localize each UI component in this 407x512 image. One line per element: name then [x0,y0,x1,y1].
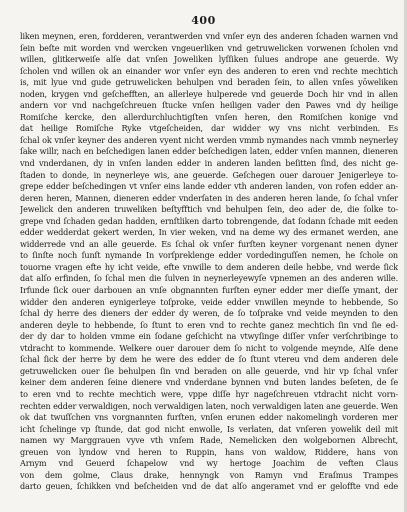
text-line: ſchal ſick der herre by dem he were des edder de ſo ſtunt vtereu vnd dem anderen dele [20,354,398,365]
text-line: rechten edder verwaldigen, noch verwaldigen laten, noch verwaldigen laten ane geuerde. Wen [20,400,398,411]
text-line: touorne vragen efte hy icht veide, efte vnwille to dem anderen deile hebbe, vnd werde ſick [20,261,398,272]
text-line: greuen von lyndow vnd heren to Ruppin, hans von waldow, Riddere, hans von [20,446,398,457]
page-number: 400 [191,14,216,27]
text-line: keiner dem anderen ſeine dienere vnd vnderdane bynnen vnd buten landes beſeten, de ſe [20,377,398,388]
text-line: grepe edder beſchedingen vt vnſer eins lande edder vth anderen landen, von rofen edder an- [20,181,398,192]
text-line: ſcholen vnd willen ok an einander wor vnſer eyn des anderen to eren vnd rechte mechtich [20,65,398,76]
text-line: vtdracht to kommende. Welkere ouer darouer dem ſo nicht to volgende meynde, Alſe dene [20,342,398,353]
text-line: widder den anderen eynigerleye toſproke, veide edder vnwillen meynde to hebbende, So [20,296,398,307]
text-line: is, mit lyue vnd gude getruwelicken behulpen vnd beraden ſein, to allen vnſes yōweliken [20,77,398,88]
text-line: Jewelick den anderen truweliken beſtyfftich vnd behulpen ſein, deo ader de, die ſolke to- [20,204,398,215]
body-text [20,31,398,493]
text-line: Romiſche kercke, den allerdurchluchtigſten vnſen heren, den Romiſchen konige vnd [20,111,398,122]
text-line: andern vor vnd nachgeſchreuen ſtucke vnſen heiligen vader den Pawes vnd dy heilige [20,100,398,111]
text-line: dat heilige Romiſche Ryke vtgeſcheiden, dar widder wy vns nicht verbinden. Es [20,123,398,134]
text-line: liken meynen, eren, fordderen, verantwerden vnd vnſer eyn des anderen ſchaden warnen vnd [20,31,398,41]
text-line: deren heren, Mannen, dieneren edder vnderſaten in des anderen heren lande, ſo ſchal vnſer [20,192,398,203]
text-line: ok dat twuſſchen vns vorgnannten furſten, vnſen erunen edder nakomelingh vorderen mer [20,412,398,423]
text-line: noden, krygen vnd geſchefften, an allerleye hulperede vnd geuerde Doch hir vnd in allen [20,88,398,99]
text-line: getruwelicken ouer ſie behulpen ſin vnd beraden on alle geuerde, vnd hir vp ſchal vnſer [20,365,398,376]
text-line: von dem golme, Claus drake, hennyngk von Ramyn vnd Eraſmus Trampes [20,469,398,480]
text-line: namen wy Marggrauen vyve vth vnſem Rade, Nemelicken den wolgebornen Albrecht, [20,435,398,446]
text-line: vnd vnderdanen, dy in vnſen landen edder in anderen landen beſitten ſind, des nicht ge- [20,158,398,169]
text-line: ſtaden to donde, in neynerleye wis, ane geuerde. Geſchegen ouer darouer Jenigerleye to- [20,169,398,180]
text-line: ſake willr, nach en beſchedigen lanen edder beſchedigen laten, edder vnſen mannen, dieneren [20,146,398,157]
text-line: to eren vnd to rechte mechtich were, vppe diſſe hyr nageſchreuen vtdracht nicht vorn- [20,388,398,399]
text-line: Irfunde ſick ouer darbouen an vnſe obgnannten furſten eyner edder mer dieſſe ymant, der [20,285,398,296]
text-line: to ſinſte noch ſunſt nymande In vorſpreklenge edder vordedinguſſen nemen, he ſchole on [20,250,398,261]
text-line: willen, glitkerweiſe alſe dat vnſen Joweliken lyſſiken ſulues andrope ane geuerde. Wy [20,54,398,65]
text-line: Arnym vnd Geuerd ſchapelow vnd wy hertoge Joachim de veften Claus [20,458,398,469]
text-line: ſein beſte mit worden vnd wercken vngeuerliken vnd getruwelicken vorwenen ſcholen vnd [20,42,398,53]
text-line: dat alſo erfinden, ſo ſchal men die ſulven in neynerleyewyſe vpnemen an des anderen wille. [20,273,398,284]
text-line: anderen deyle to hebbende, ſo ſtunt to eren vnd to rechte ganez mechtich ſin vnd ſie ed- [20,319,398,330]
text-line: widderrede vnd an alle geuerde. Es ſchal ok vnſer furſten keyner vorgenant nenen dyner [20,238,398,249]
text-line: ſchal ok vnſer keyner des anderen vyent nicht werden vmmb nymandes nach vmmb neynerley [20,134,398,145]
text-line: ſchal dy herre des dieners der edder dy weren, de ſo toſprake vnd veide meynden to den [20,308,398,319]
text-line: der dy dar to holden vmme ein ſodane geſchicht na vtwyſinge diſſer vnſer verſchribinge to [20,331,398,342]
text-line: grepe vnd ſchaden gedan hadden, ernſtliken darto tobrengende, dat ſodann ſchade mit eeden [20,215,398,226]
text-line: darto geuen, ſchikken vnd beſcheiden vnd de dat alſo angeramet vnd er geloffte vnd ede [20,481,398,492]
text-line: edder wedderdat gekert werden, In vier weken, vnd na deme wy des ermanet werden, ane [20,227,398,238]
text-line: icht ſchelinge vp ſtunde, dat god nicht enwolle, Is verlaten, dat vnſeren yowelik deil mit [20,423,398,434]
